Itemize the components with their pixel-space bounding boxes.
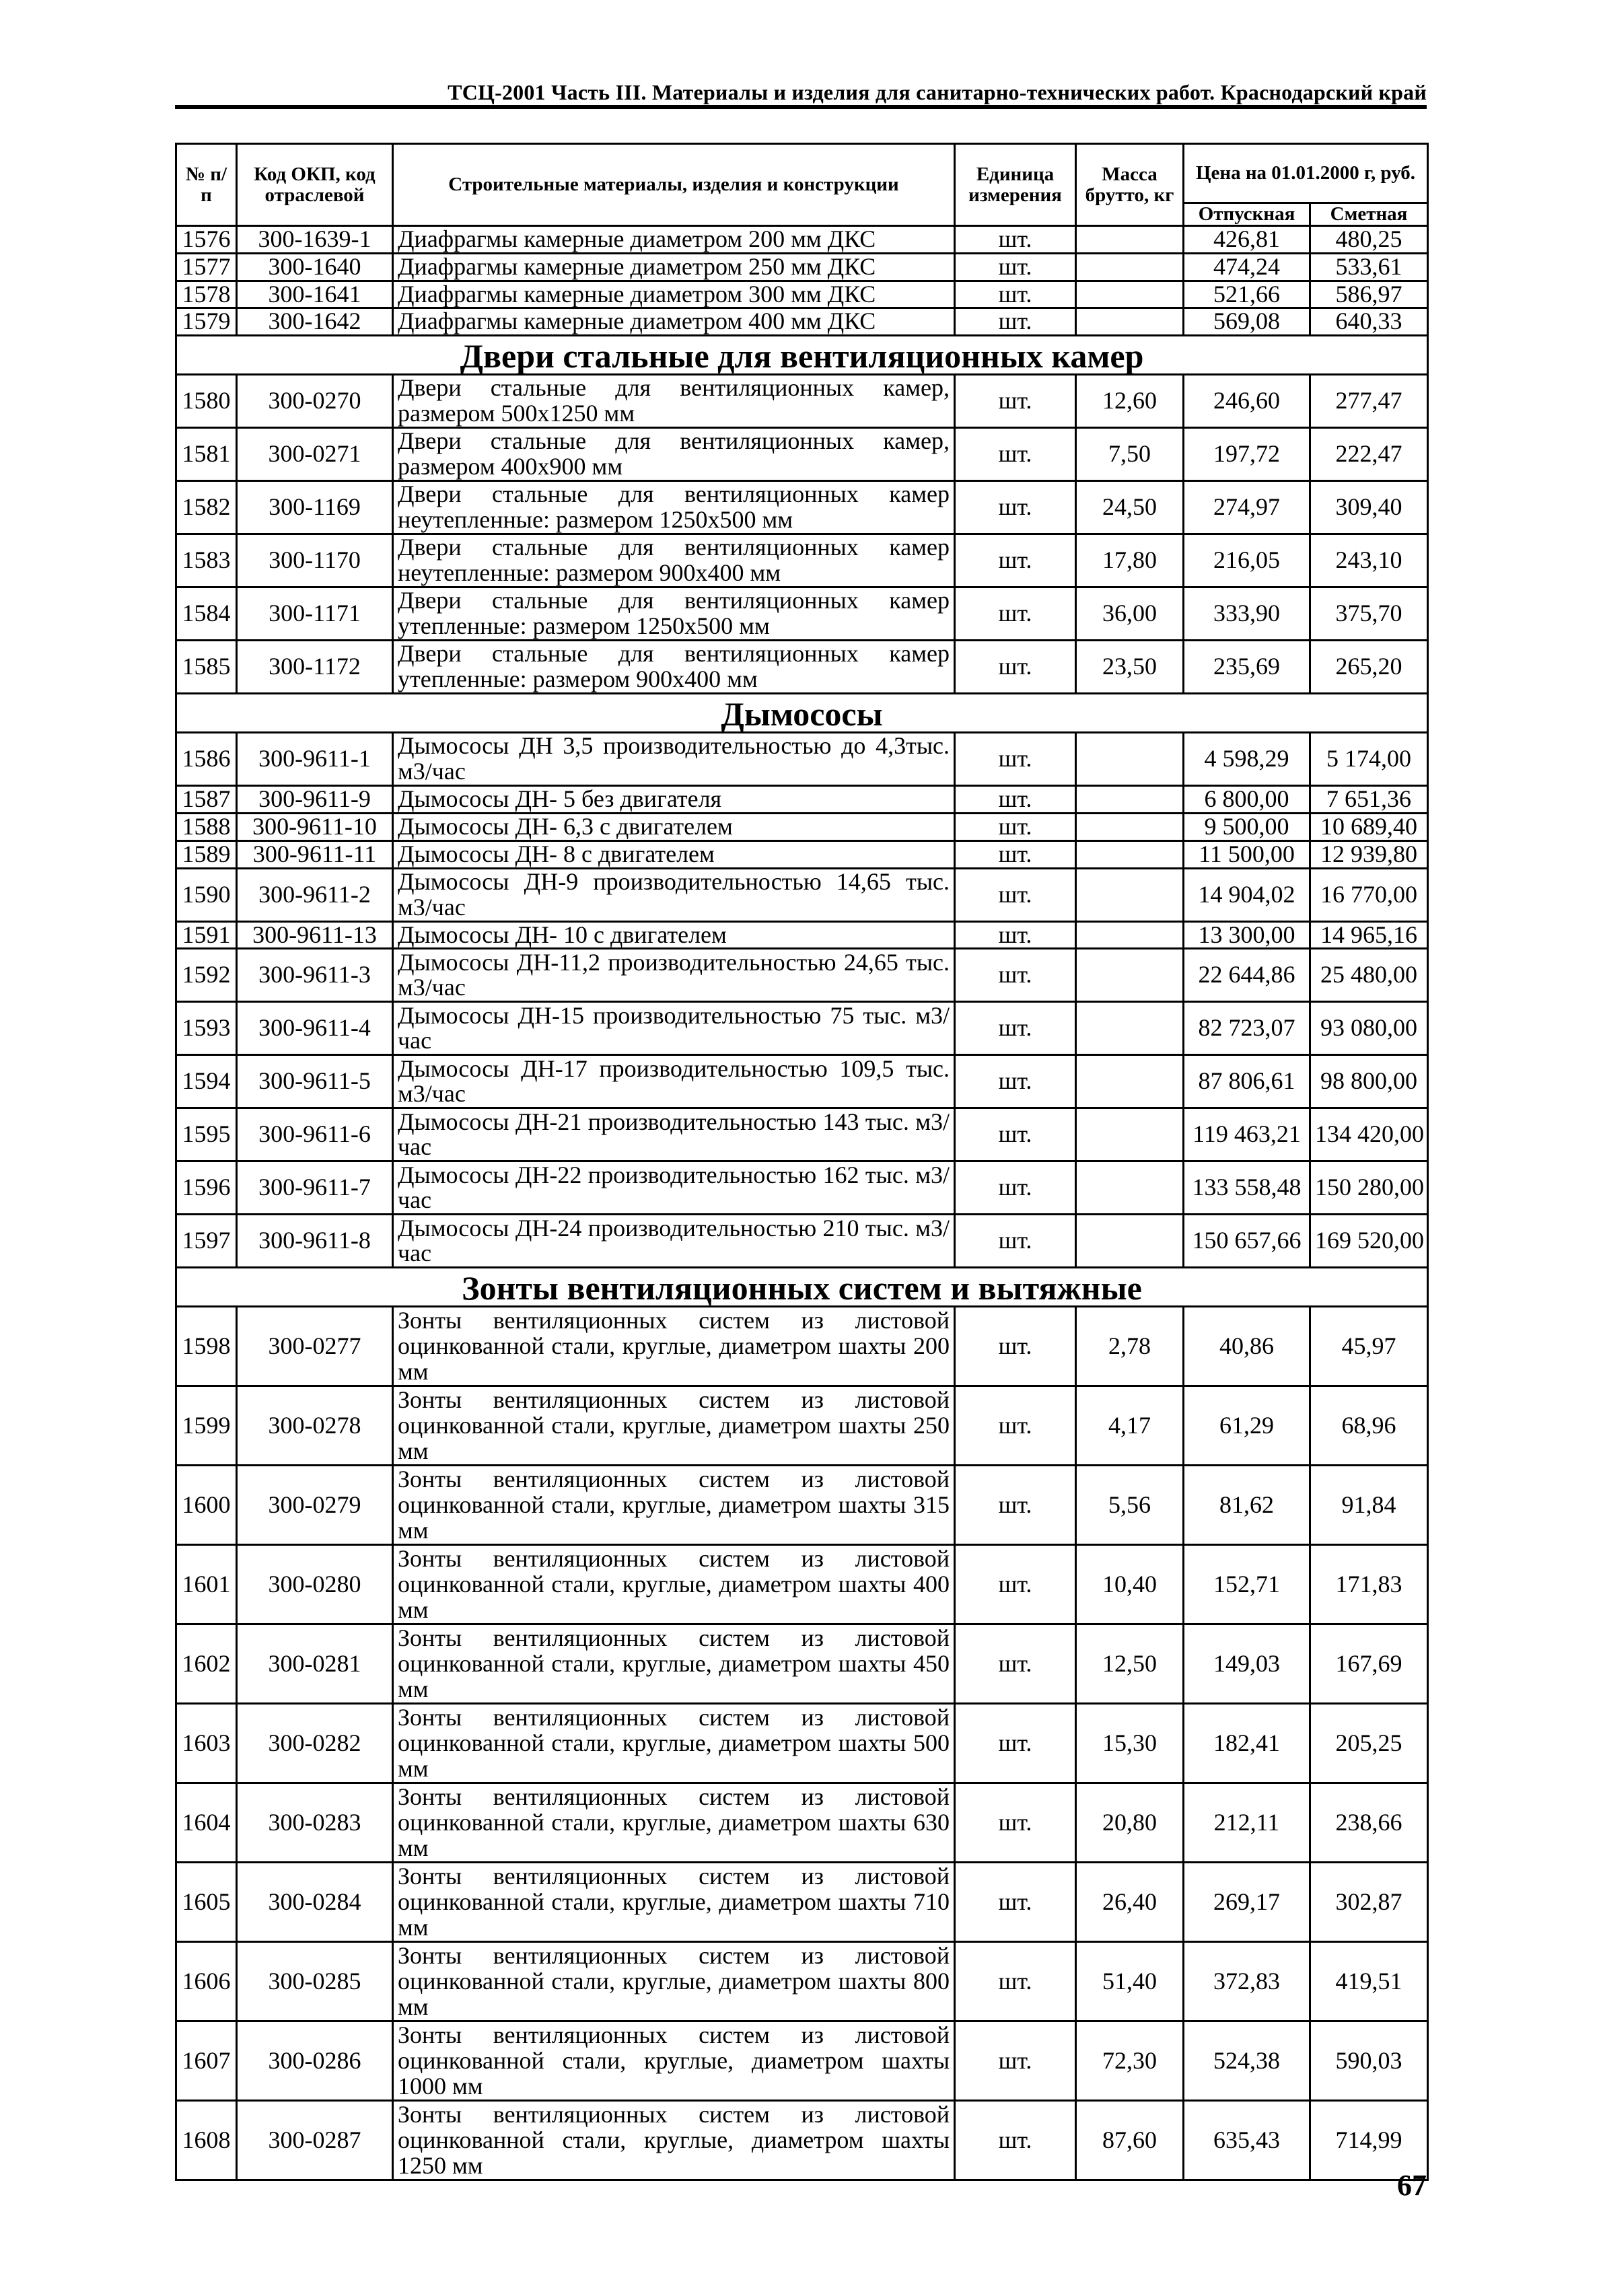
table-row: [176, 1783, 1428, 1863]
row-number: 1584: [176, 587, 237, 641]
row-number: 1583: [176, 534, 237, 587]
row-description: Дымососы ДН 3,5 производительностью до 4,3тыс. м3/час: [393, 733, 955, 786]
row-price-estimate: 265,20: [1310, 641, 1428, 694]
table-row: [176, 1624, 1428, 1704]
row-description: Дымососы ДН- 6,3 с двигателем: [393, 813, 955, 840]
row-description: Зонты вентиляционных систем из листовой оцинкованной стали, круглые, диаметром шахты 250 мм: [393, 1386, 955, 1466]
row-code: 300-0270: [237, 375, 393, 428]
row-number: 1592: [176, 949, 237, 1002]
row-number: 1579: [176, 308, 237, 336]
row-unit: шт.: [955, 1942, 1076, 2021]
row-mass: 87,60: [1076, 2101, 1184, 2180]
row-mass: [1076, 733, 1184, 786]
row-description: Диафрагмы камерные диаметром 400 мм ДКС: [393, 308, 955, 336]
row-price-release: 150 657,66: [1184, 1215, 1310, 1268]
row-price-estimate: 243,10: [1310, 534, 1428, 587]
row-description: Зонты вентиляционных систем из листовой оцинкованной стали, круглые, диаметром шахты 450 мм: [393, 1624, 955, 1704]
row-mass: 51,40: [1076, 1942, 1184, 2021]
column-header-num: № п/п: [176, 144, 237, 226]
row-mass: 17,80: [1076, 534, 1184, 587]
row-number: 1585: [176, 641, 237, 694]
row-number: 1600: [176, 1466, 237, 1545]
row-price-release: 6 800,00: [1184, 786, 1310, 814]
row-price-estimate: 93 080,00: [1310, 1002, 1428, 1055]
row-unit: шт.: [955, 641, 1076, 694]
row-unit: шт.: [955, 253, 1076, 281]
row-number: 1589: [176, 840, 237, 868]
row-price-release: 521,66: [1184, 281, 1310, 308]
row-number: 1599: [176, 1386, 237, 1466]
row-code: 300-0271: [237, 428, 393, 481]
row-unit: шт.: [955, 481, 1076, 534]
row-description: Двери стальные для вентиляционных камер, размером 400х900 мм: [393, 428, 955, 481]
row-price-release: 9 500,00: [1184, 813, 1310, 840]
row-mass: [1076, 786, 1184, 814]
column-header-code: Код ОКП, код отраслевой: [237, 144, 393, 226]
row-mass: [1076, 308, 1184, 336]
table-row: [176, 1545, 1428, 1624]
table-row: [176, 1002, 1428, 1055]
row-price-release: 4 598,29: [1184, 733, 1310, 786]
table-header: [176, 144, 1428, 226]
row-code: 300-9611-11: [237, 840, 393, 868]
row-price-estimate: 150 280,00: [1310, 1161, 1428, 1215]
table-row: [176, 375, 1428, 428]
row-number: 1608: [176, 2101, 237, 2180]
row-mass: 4,17: [1076, 1386, 1184, 1466]
row-price-estimate: 7 651,36: [1310, 786, 1428, 814]
row-price-release: 149,03: [1184, 1624, 1310, 1704]
row-price-estimate: 169 520,00: [1310, 1215, 1428, 1268]
row-unit: шт.: [955, 534, 1076, 587]
row-description: Двери стальные для вентиляционных камер, размером 500х1250 мм: [393, 375, 955, 428]
row-price-estimate: 45,97: [1310, 1307, 1428, 1386]
row-description: Зонты вентиляционных систем из листовой оцинкованной стали, круглые, диаметром шахты 800 мм: [393, 1942, 955, 2021]
row-mass: 12,60: [1076, 375, 1184, 428]
table-row: [176, 1108, 1428, 1161]
section-heading: Дымососы: [176, 694, 1428, 733]
row-price-estimate: 533,61: [1310, 253, 1428, 281]
row-price-release: 22 644,86: [1184, 949, 1310, 1002]
row-mass: [1076, 1002, 1184, 1055]
row-mass: [1076, 949, 1184, 1002]
row-unit: шт.: [955, 1783, 1076, 1863]
row-unit: шт.: [955, 949, 1076, 1002]
row-price-estimate: 5 174,00: [1310, 733, 1428, 786]
row-mass: 20,80: [1076, 1783, 1184, 1863]
table-row: [176, 481, 1428, 534]
row-price-release: 246,60: [1184, 375, 1310, 428]
row-mass: [1076, 840, 1184, 868]
table-row: [176, 641, 1428, 694]
table-row: [176, 1215, 1428, 1268]
row-price-release: 212,11: [1184, 1783, 1310, 1863]
row-price-estimate: 375,70: [1310, 587, 1428, 641]
table-row: [176, 868, 1428, 921]
row-mass: 24,50: [1076, 481, 1184, 534]
row-mass: 36,00: [1076, 587, 1184, 641]
row-price-estimate: 480,25: [1310, 226, 1428, 254]
row-number: 1604: [176, 1783, 237, 1863]
row-mass: [1076, 813, 1184, 840]
row-code: 300-0285: [237, 1942, 393, 2021]
header-rule: [175, 105, 1427, 109]
row-price-estimate: 238,66: [1310, 1783, 1428, 1863]
row-price-estimate: 309,40: [1310, 481, 1428, 534]
section-heading: Двери стальные для вентиляционных камер: [176, 336, 1428, 375]
row-unit: шт.: [955, 226, 1076, 254]
row-price-release: 274,97: [1184, 481, 1310, 534]
row-code: 300-0286: [237, 2021, 393, 2101]
table-row: [176, 281, 1428, 308]
row-price-release: 197,72: [1184, 428, 1310, 481]
row-number: 1577: [176, 253, 237, 281]
row-mass: 15,30: [1076, 1704, 1184, 1783]
column-header-desc: Строительные материалы, изделия и конструкции: [393, 144, 955, 226]
row-code: 300-0284: [237, 1863, 393, 1942]
row-price-release: 216,05: [1184, 534, 1310, 587]
row-number: 1595: [176, 1108, 237, 1161]
row-price-release: 13 300,00: [1184, 921, 1310, 949]
row-unit: шт.: [955, 2021, 1076, 2101]
table-row: [176, 786, 1428, 814]
row-code: 300-9611-6: [237, 1108, 393, 1161]
row-number: 1606: [176, 1942, 237, 2021]
row-price-estimate: 714,99: [1310, 2101, 1428, 2180]
page-header: ТСЦ-2001 Часть III. Материалы и изделия для санитарно-технических работ. Краснодарский край: [448, 80, 1427, 104]
table-row: [176, 1055, 1428, 1108]
table-row: [176, 226, 1428, 254]
row-number: 1591: [176, 921, 237, 949]
row-code: 300-9611-9: [237, 786, 393, 814]
row-unit: шт.: [955, 1215, 1076, 1268]
row-code: 300-1172: [237, 641, 393, 694]
row-description: Дымососы ДН-15 производительностью 75 тыс. м3/час: [393, 1002, 955, 1055]
row-code: 300-9611-2: [237, 868, 393, 921]
table-row: [176, 1942, 1428, 2021]
row-unit: шт.: [955, 2101, 1076, 2180]
table-body: [176, 226, 1428, 2180]
row-mass: [1076, 1161, 1184, 1215]
row-number: 1586: [176, 733, 237, 786]
row-mass: [1076, 1215, 1184, 1268]
table-row: [176, 1307, 1428, 1386]
row-unit: шт.: [955, 1108, 1076, 1161]
row-mass: 10,40: [1076, 1545, 1184, 1624]
row-number: 1601: [176, 1545, 237, 1624]
row-code: 300-9611-7: [237, 1161, 393, 1215]
row-code: 300-0279: [237, 1466, 393, 1545]
row-unit: шт.: [955, 1055, 1076, 1108]
row-price-estimate: 419,51: [1310, 1942, 1428, 2021]
row-price-release: 474,24: [1184, 253, 1310, 281]
row-price-estimate: 25 480,00: [1310, 949, 1428, 1002]
row-description: Диафрагмы камерные диаметром 250 мм ДКС: [393, 253, 955, 281]
row-price-release: 14 904,02: [1184, 868, 1310, 921]
section-heading: Зонты вентиляционных систем и вытяжные: [176, 1268, 1428, 1307]
table-row: [176, 2101, 1428, 2180]
row-description: Зонты вентиляционных систем из листовой оцинкованной стали, круглые, диаметром шахты 200 мм: [393, 1307, 955, 1386]
row-mass: 23,50: [1076, 641, 1184, 694]
row-mass: [1076, 921, 1184, 949]
row-price-release: 133 558,48: [1184, 1161, 1310, 1215]
row-price-release: 569,08: [1184, 308, 1310, 336]
column-header-unit: Единица измерения: [955, 144, 1076, 226]
row-description: Двери стальные для вентиляционных камер неутепленные: размером 1250х500 мм: [393, 481, 955, 534]
row-code: 300-9611-8: [237, 1215, 393, 1268]
row-code: 300-1639-1: [237, 226, 393, 254]
row-description: Зонты вентиляционных систем из листовой оцинкованной стали, круглые, диаметром шахты 1250 мм: [393, 2101, 955, 2180]
row-number: 1581: [176, 428, 237, 481]
table-row: [176, 1704, 1428, 1783]
row-code: 300-0282: [237, 1704, 393, 1783]
table-row: [176, 587, 1428, 641]
row-number: 1602: [176, 1624, 237, 1704]
row-description: Диафрагмы камерные диаметром 200 мм ДКС: [393, 226, 955, 254]
row-price-release: 119 463,21: [1184, 1108, 1310, 1161]
row-number: 1607: [176, 2021, 237, 2101]
row-price-release: 182,41: [1184, 1704, 1310, 1783]
table-row: [176, 1863, 1428, 1942]
column-header-mass: Масса брутто, кг: [1076, 144, 1184, 226]
row-price-release: 11 500,00: [1184, 840, 1310, 868]
table-row: [176, 534, 1428, 587]
row-price-estimate: 16 770,00: [1310, 868, 1428, 921]
row-code: 300-1640: [237, 253, 393, 281]
row-number: 1576: [176, 226, 237, 254]
row-unit: шт.: [955, 587, 1076, 641]
row-unit: шт.: [955, 1863, 1076, 1942]
row-price-estimate: 14 965,16: [1310, 921, 1428, 949]
section-heading-row: [176, 694, 1428, 733]
row-description: Зонты вентиляционных систем из листовой оцинкованной стали, круглые, диаметром шахты 710 мм: [393, 1863, 955, 1942]
table-row: [176, 253, 1428, 281]
row-mass: 2,78: [1076, 1307, 1184, 1386]
column-header-price-release: Отпускная: [1184, 203, 1310, 226]
row-price-estimate: 590,03: [1310, 2021, 1428, 2101]
row-price-release: 524,38: [1184, 2021, 1310, 2101]
row-mass: 7,50: [1076, 428, 1184, 481]
row-unit: шт.: [955, 1307, 1076, 1386]
row-code: 300-1169: [237, 481, 393, 534]
row-price-release: 152,71: [1184, 1545, 1310, 1624]
row-price-release: 40,86: [1184, 1307, 1310, 1386]
row-description: Зонты вентиляционных систем из листовой оцинкованной стали, круглые, диаметром шахты 315 мм: [393, 1466, 955, 1545]
column-header-price-estimate: Сметная: [1310, 203, 1428, 226]
row-code: 300-9611-1: [237, 733, 393, 786]
row-description: Дымососы ДН-22 производительностью 162 тыс. м3/час: [393, 1161, 955, 1215]
row-price-release: 372,83: [1184, 1942, 1310, 2021]
row-unit: шт.: [955, 375, 1076, 428]
row-price-estimate: 68,96: [1310, 1386, 1428, 1466]
row-description: Дымососы ДН-11,2 производительностью 24,65 тыс. м3/час: [393, 949, 955, 1002]
row-description: Зонты вентиляционных систем из листовой оцинкованной стали, круглые, диаметром шахты 400 мм: [393, 1545, 955, 1624]
row-unit: шт.: [955, 308, 1076, 336]
row-price-estimate: 91,84: [1310, 1466, 1428, 1545]
row-code: 300-0277: [237, 1307, 393, 1386]
table-row: [176, 813, 1428, 840]
row-unit: шт.: [955, 1624, 1076, 1704]
row-description: Дымососы ДН-9 производительностью 14,65 тыс. м3/час: [393, 868, 955, 921]
table-row: [176, 1161, 1428, 1215]
row-description: Диафрагмы камерные диаметром 300 мм ДКС: [393, 281, 955, 308]
row-code: 300-0281: [237, 1624, 393, 1704]
row-mass: [1076, 868, 1184, 921]
table-row: [176, 308, 1428, 336]
row-price-release: 426,81: [1184, 226, 1310, 254]
row-code: 300-9611-5: [237, 1055, 393, 1108]
row-price-estimate: 134 420,00: [1310, 1108, 1428, 1161]
row-unit: шт.: [955, 1704, 1076, 1783]
row-number: 1578: [176, 281, 237, 308]
table-row: [176, 2021, 1428, 2101]
row-code: 300-1641: [237, 281, 393, 308]
column-header-price-group: Цена на 01.01.2000 г, руб.: [1184, 144, 1428, 203]
row-number: 1596: [176, 1161, 237, 1215]
row-unit: шт.: [955, 921, 1076, 949]
row-code: 300-1171: [237, 587, 393, 641]
row-number: 1598: [176, 1307, 237, 1386]
row-unit: шт.: [955, 281, 1076, 308]
table-row: [176, 1386, 1428, 1466]
row-price-estimate: 586,97: [1310, 281, 1428, 308]
row-unit: шт.: [955, 428, 1076, 481]
row-description: Дымососы ДН-21 производительностью 143 тыс. м3/час: [393, 1108, 955, 1161]
row-description: Зонты вентиляционных систем из листовой оцинкованной стали, круглые, диаметром шахты 500 мм: [393, 1704, 955, 1783]
row-mass: [1076, 226, 1184, 254]
row-mass: [1076, 281, 1184, 308]
price-table: [175, 143, 1429, 2181]
row-description: Зонты вентиляционных систем из листовой оцинкованной стали, круглые, диаметром шахты 630 мм: [393, 1783, 955, 1863]
row-number: 1580: [176, 375, 237, 428]
row-description: Зонты вентиляционных систем из листовой оцинкованной стали, круглые, диаметром шахты 1000 мм: [393, 2021, 955, 2101]
row-price-estimate: 205,25: [1310, 1704, 1428, 1783]
row-unit: шт.: [955, 1002, 1076, 1055]
row-price-release: 87 806,61: [1184, 1055, 1310, 1108]
row-number: 1605: [176, 1863, 237, 1942]
row-price-estimate: 302,87: [1310, 1863, 1428, 1942]
row-price-estimate: 98 800,00: [1310, 1055, 1428, 1108]
row-description: Дымососы ДН-24 производительностью 210 тыс. м3/час: [393, 1215, 955, 1268]
row-price-estimate: 171,83: [1310, 1545, 1428, 1624]
row-unit: шт.: [955, 1161, 1076, 1215]
row-number: 1587: [176, 786, 237, 814]
row-code: 300-9611-10: [237, 813, 393, 840]
row-price-estimate: 222,47: [1310, 428, 1428, 481]
section-heading-row: [176, 1268, 1428, 1307]
section-heading-row: [176, 336, 1428, 375]
row-price-release: 635,43: [1184, 2101, 1310, 2180]
row-code: 300-0287: [237, 2101, 393, 2180]
row-code: 300-1642: [237, 308, 393, 336]
row-price-estimate: 12 939,80: [1310, 840, 1428, 868]
row-unit: шт.: [955, 733, 1076, 786]
row-mass: [1076, 1055, 1184, 1108]
row-number: 1603: [176, 1704, 237, 1783]
row-code: 300-9611-13: [237, 921, 393, 949]
row-mass: 72,30: [1076, 2021, 1184, 2101]
table-row: [176, 921, 1428, 949]
row-mass: [1076, 253, 1184, 281]
row-price-estimate: 10 689,40: [1310, 813, 1428, 840]
row-description: Двери стальные для вентиляционных камер неутепленные: размером 900х400 мм: [393, 534, 955, 587]
row-description: Двери стальные для вентиляционных камер утепленные: размером 900х400 мм: [393, 641, 955, 694]
row-code: 300-9611-4: [237, 1002, 393, 1055]
row-unit: шт.: [955, 1466, 1076, 1545]
row-mass: 5,56: [1076, 1466, 1184, 1545]
row-number: 1594: [176, 1055, 237, 1108]
row-price-release: 333,90: [1184, 587, 1310, 641]
row-code: 300-0280: [237, 1545, 393, 1624]
row-price-estimate: 640,33: [1310, 308, 1428, 336]
row-price-estimate: 277,47: [1310, 375, 1428, 428]
row-unit: шт.: [955, 868, 1076, 921]
row-price-release: 82 723,07: [1184, 1002, 1310, 1055]
row-price-release: 269,17: [1184, 1863, 1310, 1942]
row-price-release: 81,62: [1184, 1466, 1310, 1545]
row-price-estimate: 167,69: [1310, 1624, 1428, 1704]
row-unit: шт.: [955, 786, 1076, 814]
row-number: 1597: [176, 1215, 237, 1268]
row-unit: шт.: [955, 1386, 1076, 1466]
row-unit: шт.: [955, 813, 1076, 840]
row-mass: [1076, 1108, 1184, 1161]
row-code: 300-1170: [237, 534, 393, 587]
table-row: [176, 733, 1428, 786]
row-number: 1590: [176, 868, 237, 921]
row-mass: 26,40: [1076, 1863, 1184, 1942]
row-unit: шт.: [955, 1545, 1076, 1624]
row-price-release: 61,29: [1184, 1386, 1310, 1466]
row-code: 300-0278: [237, 1386, 393, 1466]
table-row: [176, 428, 1428, 481]
row-code: 300-9611-3: [237, 949, 393, 1002]
table-row: [176, 949, 1428, 1002]
row-description: Дымососы ДН- 8 с двигателем: [393, 840, 955, 868]
table-row: [176, 840, 1428, 868]
row-number: 1593: [176, 1002, 237, 1055]
row-unit: шт.: [955, 840, 1076, 868]
row-description: Дымососы ДН- 5 без двигателя: [393, 786, 955, 814]
row-mass: 12,50: [1076, 1624, 1184, 1704]
page-number: 67: [1397, 2169, 1427, 2202]
row-description: Дымососы ДН-17 производительностью 109,5 тыс. м3/час: [393, 1055, 955, 1108]
table-row: [176, 1466, 1428, 1545]
row-price-release: 235,69: [1184, 641, 1310, 694]
row-description: Двери стальные для вентиляционных камер утепленные: размером 1250х500 мм: [393, 587, 955, 641]
row-description: Дымососы ДН- 10 с двигателем: [393, 921, 955, 949]
row-number: 1588: [176, 813, 237, 840]
row-number: 1582: [176, 481, 237, 534]
row-code: 300-0283: [237, 1783, 393, 1863]
